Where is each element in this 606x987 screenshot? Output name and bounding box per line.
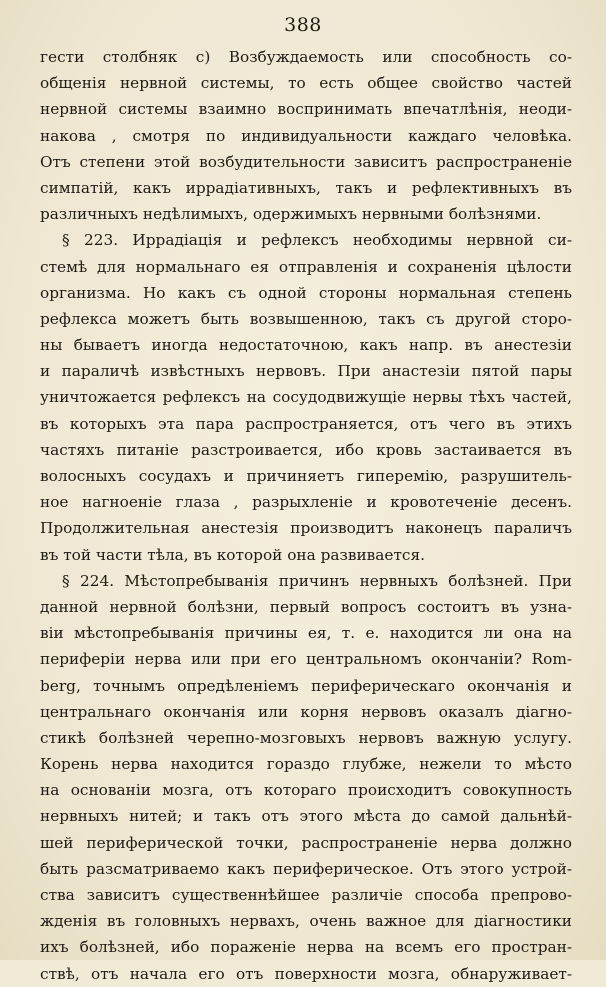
text-line-1: гести столбняк с) Возбуждаемость или способность со- — [40, 48, 572, 66]
text-line-33: ства зависитъ существеннѣйшее различіе способа препрово- — [40, 886, 572, 904]
text-line-4: накова , смотря по индивидуальности каждаго человѣка. — [40, 126, 572, 145]
text-line-17: волосныхъ сосудахъ и причиняетъ гиперемію, разрушитель- — [40, 467, 572, 485]
text-line-16: частяхъ питаніе разстроивается, ибо кровь застаивается въ — [40, 440, 572, 459]
section-224-heading-line: § 224. Мѣстопребыванія причинъ нервныхъ болѣзней. При — [62, 571, 572, 590]
text-line-31: шей периферической точки, распространеніе нерва должно — [40, 833, 572, 852]
page-number: 388 — [284, 14, 322, 36]
text-line-29: на основаніи мозга, отъ котораго происходитъ совокупность — [40, 781, 572, 800]
text-line-26: центральнаго окончанія или корня нервовъ оказалъ діагно- — [40, 702, 572, 721]
text-line-32: быть разсматриваемо какъ периферическое. Отъ этого устрой- — [40, 859, 572, 878]
text-line-23: віи мѣстопребыванія причины ея, т. е. находится ли она на — [40, 624, 572, 643]
text-line-13: и параличѣ извѣстныхъ нервовъ. При анастезіи пятой пары — [40, 362, 572, 381]
text-line-3: нервной системы взаимно воспринимать впечатлѣнія, неоди- — [40, 100, 572, 119]
text-line-14: уничтожается рефлексъ на сосудодвижущіе нервы тѣхъ частей, — [40, 388, 572, 407]
text-line-25: berg, точнымъ опредѣленіемъ периферическаго окончанія и — [40, 676, 572, 695]
text-line-20: въ той части тѣла, въ которой она развивается. — [40, 545, 425, 564]
text-line-35: ихъ болѣзней, ибо пораженіе нерва на всемъ его простран- — [40, 938, 572, 957]
text-line-12: ны бываетъ иногда недостаточною, какъ напр. въ анестезіи — [40, 336, 572, 355]
text-line-5: Отъ степени этой возбудительности зависитъ распространеніе — [40, 152, 572, 171]
text-line-2: общенія нервной системы, то есть общее свойство частей — [40, 74, 572, 93]
text-line-7: различныхъ недѣлимыхъ, одержимыхъ нервными болѣзнями. — [40, 205, 542, 224]
text-line-19: Продолжительная анестезія производитъ наконецъ параличъ — [40, 519, 572, 538]
text-line-28: Корень нерва находится гораздо глубже, нежели то мѣсто — [40, 755, 572, 774]
text-line-24: периферіи нерва или при его центральномъ окончаніи? Rom- — [40, 650, 572, 669]
text-line-6: симпатій, какъ иррадіативныхъ, такъ и рефлективныхъ въ — [40, 178, 572, 197]
section-223-heading-line: § 223. Иррадіація и рефлексъ необходимы нервной си- — [62, 231, 572, 250]
text-line-22: данной нервной болѣзни, первый вопросъ состоитъ въ узна- — [40, 597, 572, 616]
text-line-9: стемѣ для нормальнаго ея отправленія и сохраненія цѣлости — [40, 257, 572, 276]
body-text — [40, 44, 572, 987]
text-line-15: въ которыхъ эта пара распространяется, отъ чего въ этихъ — [40, 414, 572, 433]
text-line-10: организма. Но какъ съ одной стороны нормальная степень — [40, 283, 572, 302]
text-line-11: рефлекса можетъ быть возвышенною, такъ съ другой сторо- — [40, 309, 572, 328]
text-line-34: жденія въ головныхъ нервахъ, очень важное для діагностики — [40, 912, 572, 931]
text-line-27: стикѣ болѣзней черепно-мозговыхъ нервовъ важную услугу. — [40, 728, 572, 747]
text-line-18: ное нагноеніе глаза , разрыхленіе и кровотеченіе десенъ. — [40, 493, 572, 512]
text-line-36: ствѣ, отъ начала его отъ поверхности мозга, обнаруживает- — [40, 964, 572, 983]
text-line-30: нервныхъ нитей; и такъ отъ этого мѣста до самой дальнѣй- — [40, 807, 572, 826]
